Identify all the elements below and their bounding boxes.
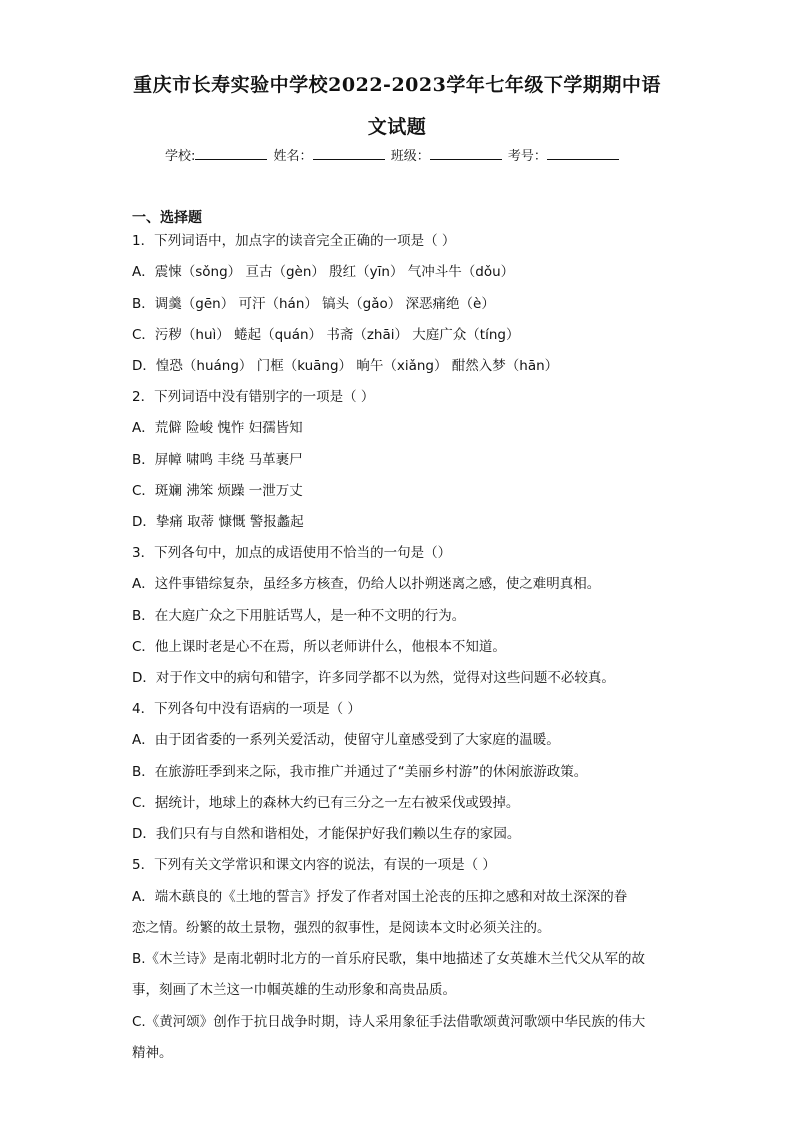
name-blank [313,147,385,160]
question-4-option-b: B．在旅游旺季到来之际，我市推广并通过了“美丽乡村游”的休闲旅游政策。 [132,764,588,780]
question-3-stem: 3．下列各句中，加点的成语使用不恰当的一句是（） [132,545,452,561]
question-2-option-b: B．屏幛 啸鸣 丰绕 马革裹尸 [132,452,303,468]
question-4-option-c: C．据统计，地球上的森林大约已有三分之一左右被采伐或毁掉。 [132,795,520,811]
question-5-option-a-line2: 恋之情。纷繁的故土景物，强烈的叙事性，是阅读本文时必须关注的。 [132,920,551,936]
question-4-stem: 4．下列各句中没有语病的一项是（ ） [132,701,361,717]
student-info-line [165,145,621,164]
exam-no-blank [547,147,619,160]
question-1-option-b: B．调羹（gēn） 可汗（hán） 镐头（gǎo） 深恶痛绝（è） [132,296,495,312]
question-3-option-a: A．这件事错综复杂，虽经多方核查，仍给人以扑朔迷离之感，使之难明真相。 [132,576,601,592]
school-label: 学校: [165,149,196,164]
question-3-option-c: C．他上课时老是心不在焉，所以老师讲什么，他根本不知道。 [132,639,506,655]
exam-title-line2: 文试题 [367,116,427,138]
exam-no-label: 考号： [507,149,547,164]
question-2-option-a: A．荒僻 险峻 愧怍 妇孺皆知 [132,420,303,436]
section-heading: 一、选择题 [132,210,202,226]
question-5-option-b-line2: 事，刻画了木兰这一巾帼英雄的生动形象和高贵品质。 [132,982,456,998]
class-label: 班级： [390,149,430,164]
question-2-option-d: D．挚痛 取蒂 慷慨 警报蠡起 [132,514,304,530]
name-label: 姓名： [273,149,313,164]
question-4-option-a: A．由于团省委的一系列关爱活动，使留守儿童感受到了大家庭的温暖。 [132,732,560,748]
question-2-option-c: C．斑斓 沸笨 烦躁 一泄万丈 [132,483,303,499]
question-3-option-b: B．在大庭广众之下用脏话骂人，是一种不文明的行为。 [132,608,466,624]
question-3-option-d: D．对于作文中的病句和错字，许多同学都不以为然，觉得对这些问题不必较真。 [132,670,615,686]
question-5-option-a-line1: A．端木蕻良的《土地的誓言》抒发了作者对国土沦丧的压抑之感和对故土深深的眷 [132,889,628,905]
question-5-option-c-line1: C.《黄河颂》创作于抗日战争时期，诗人采用象征手法借歌颂黄河歌颂中华民族的伟大 [132,1014,646,1030]
question-1-stem: 1．下列词语中，加点字的读音完全正确的一项是（ ） [132,233,456,249]
question-2-stem: 2．下列词语中没有错别字的一项是（ ） [132,389,375,405]
question-5-stem: 5．下列有关文学常识和课文内容的说法，有误的一项是（ ） [132,857,496,873]
question-1-option-c: C．污秽（huì） 蜷起（quán） 书斋（zhāi） 大庭广众（tíng） [132,327,520,343]
exam-title-line1: 重庆市长寿实验中学校2022-2023学年七年级下学期期中语 [133,74,661,96]
question-5-option-c-line2: 精神。 [132,1045,173,1061]
question-4-option-d: D．我们只有与自然和谐相处，才能保护好我们赖以生存的家园。 [132,826,521,842]
question-1-option-d: D．惶恐（huáng） 门框（kuāng） 晌午（xiǎng） 酣然入梦（hān） [132,358,559,374]
class-blank [430,147,502,160]
school-blank [195,147,267,160]
question-5-option-b-line1: B.《木兰诗》是南北朝时北方的一首乐府民歌，集中地描述了女英雄木兰代父从军的故 [132,951,646,967]
question-1-option-a: A．震悚（sǒng） 亘古（gèn） 殷红（yīn） 气冲斗牛（dǒu） [132,264,515,280]
